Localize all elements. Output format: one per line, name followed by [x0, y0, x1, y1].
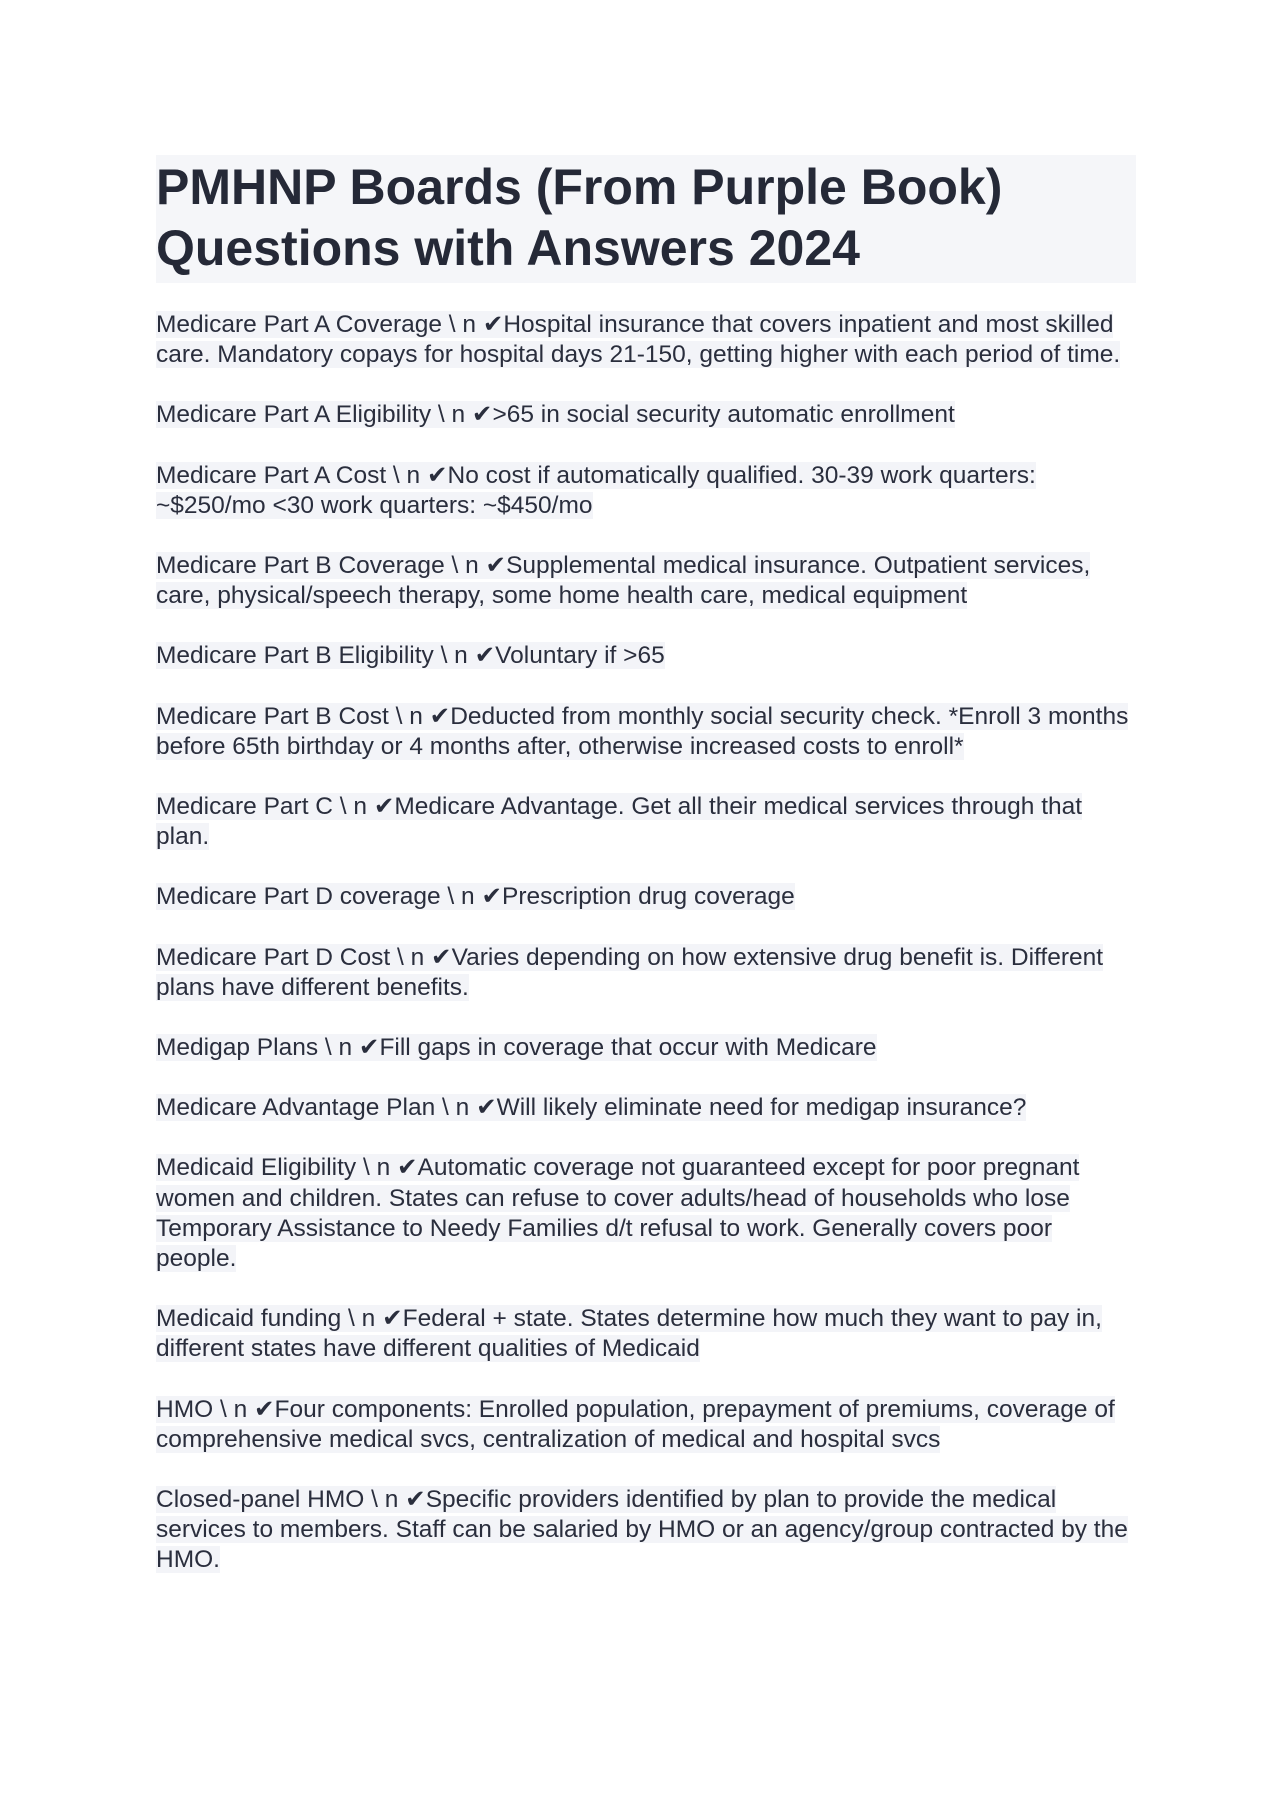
qa-text: Medigap Plans \ n ✔Fill gaps in coverage that occur with Medicare [156, 1034, 877, 1062]
qa-item [156, 882, 1136, 912]
document-title: PMHNP Boards (From Purple Book) Questions with Answers 2024 [156, 159, 1003, 276]
qa-item [156, 1304, 1136, 1364]
qa-text: Medicare Advantage Plan \ n ✔Will likely eliminate need for medigap insurance? [156, 1094, 1027, 1122]
qa-item [156, 400, 1136, 430]
qa-item [156, 1485, 1136, 1576]
qa-item [156, 1093, 1136, 1123]
qa-item [156, 310, 1136, 370]
qa-text: Medicare Part C \ n ✔Medicare Advantage. Get all their medical services through that plan. [156, 793, 1083, 851]
qa-text: Medicare Part B Coverage \ n ✔Supplemental medical insurance. Outpatient services, care, physical/speech therapy, some home health care, medical equipment [156, 552, 1091, 610]
qa-text: Medicare Part D coverage \ n ✔Prescription drug coverage [156, 883, 795, 911]
qa-text: Medicare Part D Cost \ n ✔Varies depending on how extensive drug benefit is. Different plans have different benefits. [156, 943, 1104, 1001]
qa-item [156, 551, 1136, 611]
qa-text: Medicare Part A Eligibility \ n ✔>65 in social security automatic enrollment [156, 401, 955, 429]
qa-text: Closed-panel HMO \ n ✔Specific providers identified by plan to provide the medical services to members. Staff can be salaried by HMO or an agency/group contracted by the HMO. [156, 1486, 1128, 1574]
qa-item [156, 461, 1136, 521]
qa-text: Medicaid Eligibility \ n ✔Automatic coverage not guaranteed except for poor pregnant women and children. States can refuse to cover adults/head of households who lose Temporary Assistance to Needy Families d/t refusal to work. Generally covers poor people. [156, 1154, 1080, 1273]
qa-text: Medicare Part B Eligibility \ n ✔Voluntary if >65 [156, 642, 665, 670]
qa-text: HMO \ n ✔Four components: Enrolled population, prepayment of premiums, coverage of comprehensive medical svcs, centralization of medical and hospital svcs [156, 1395, 1115, 1453]
qa-item [156, 943, 1136, 1003]
qa-item [156, 792, 1136, 852]
title-block [156, 155, 1136, 283]
qa-list [156, 310, 1136, 1576]
qa-item [156, 1153, 1136, 1274]
qa-item [156, 1033, 1136, 1063]
qa-item [156, 702, 1136, 762]
qa-item [156, 641, 1136, 671]
qa-text: Medicare Part B Cost \ n ✔Deducted from monthly social security check. *Enroll 3 months before 65th birthday or 4 months after, otherwise increased costs to enroll* [156, 702, 1129, 760]
qa-item [156, 1395, 1136, 1455]
qa-text: Medicare Part A Cost \ n ✔No cost if automatically qualified. 30-39 work quarters: ~$250/mo <30 work quarters: ~$450/mo [156, 461, 1036, 519]
qa-text: Medicare Part A Coverage \ n ✔Hospital insurance that covers inpatient and most skilled care. Mandatory copays for hospital days 21-150, getting higher with each period of time. [156, 311, 1121, 369]
document-page [156, 155, 1136, 1606]
qa-text: Medicaid funding \ n ✔Federal + state. States determine how much they want to pay in, different states have different qualities of Medicaid [156, 1305, 1102, 1363]
